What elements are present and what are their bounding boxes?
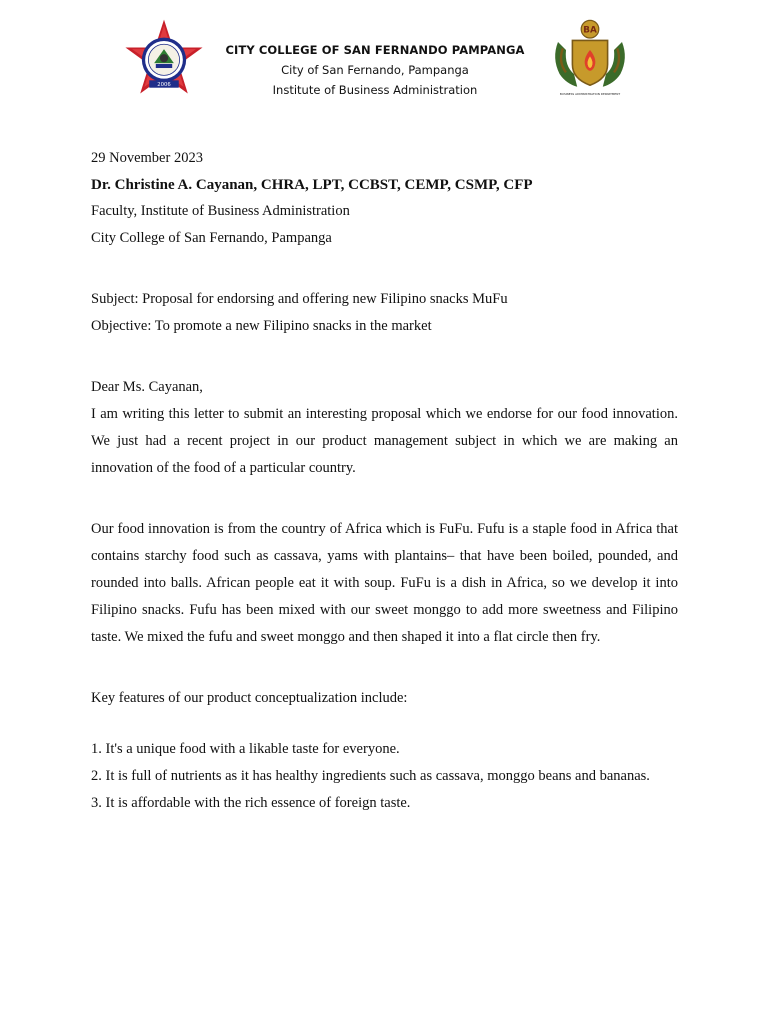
body-paragraph-1: I am writing this letter to submit an interesting proposal which we endorse for our food innovation. We just had a recent project in our product management subject in which we are making an innovation of the food of a particular country. [91, 406, 678, 476]
spacer [91, 364, 678, 374]
spacer [91, 506, 678, 516]
college-seal-logo [123, 18, 205, 100]
institute-name: Institute of Business Administration [272, 83, 478, 97]
feature-item: 3. It is affordable with the rich essence of foreign taste. [91, 795, 411, 811]
letter-date: 29 November 2023 [91, 150, 203, 166]
letter-subject: Subject: Proposal for endorsing and offering new Filipino snacks MuFu [91, 291, 508, 307]
recipient-title: Faculty, Institute of Business Administration [91, 203, 350, 219]
letterhead [200, 40, 550, 101]
salutation: Dear Ms. Cayanan, [91, 379, 203, 395]
seal-year-text: 2006 [157, 82, 171, 89]
letter-body [91, 145, 678, 817]
feature-item: 2. It is full of nutrients as it has healthy ingredients such as cassava, monggo beans and bananas. [91, 768, 650, 784]
spacer [91, 482, 678, 506]
recipient-organization: City College of San Fernando, Pampanga [91, 230, 332, 246]
department-initials: BA [583, 25, 597, 36]
spacer [91, 276, 678, 286]
department-caption: BUSINESS ADMINISTRATION DEPARTMENT [559, 91, 621, 96]
department-logo [550, 18, 630, 98]
spacer [91, 651, 678, 675]
letter-objective: Objective: To promote a new Filipino snacks in the market [91, 318, 432, 334]
school-name: CITY COLLEGE OF SAN FERNANDO PAMPANGA [225, 43, 525, 57]
spacer [91, 252, 678, 276]
spacer [91, 712, 678, 736]
spacer [91, 675, 678, 685]
feature-item: 1. It's a unique food with a likable taste for everyone. [91, 741, 400, 757]
features-list [91, 736, 678, 817]
features-intro: Key features of our product conceptualization include: [91, 690, 408, 706]
body-paragraph-2: Our food innovation is from the country of Africa which is FuFu. Fufu is a staple food in Africa that contains starchy food such as cassava, yams with plantains– that have been boiled, pounded, and rounded into balls. African people eat it with soup. FuFu is a dish in Africa, so we develop it into Filipino snacks. Fufu has been mixed with our sweet monggo to add more sweetness and Filipino taste. We mixed the fufu and sweet monggo and then shaped it into a flat circle then fry. [91, 521, 678, 645]
recipient-name: Dr. Christine A. Cayanan, CHRA, LPT, CCBST, CEMP, CSMP, CFP [91, 177, 533, 193]
school-city: City of San Fernando, Pampanga [281, 63, 469, 77]
spacer [91, 340, 678, 364]
